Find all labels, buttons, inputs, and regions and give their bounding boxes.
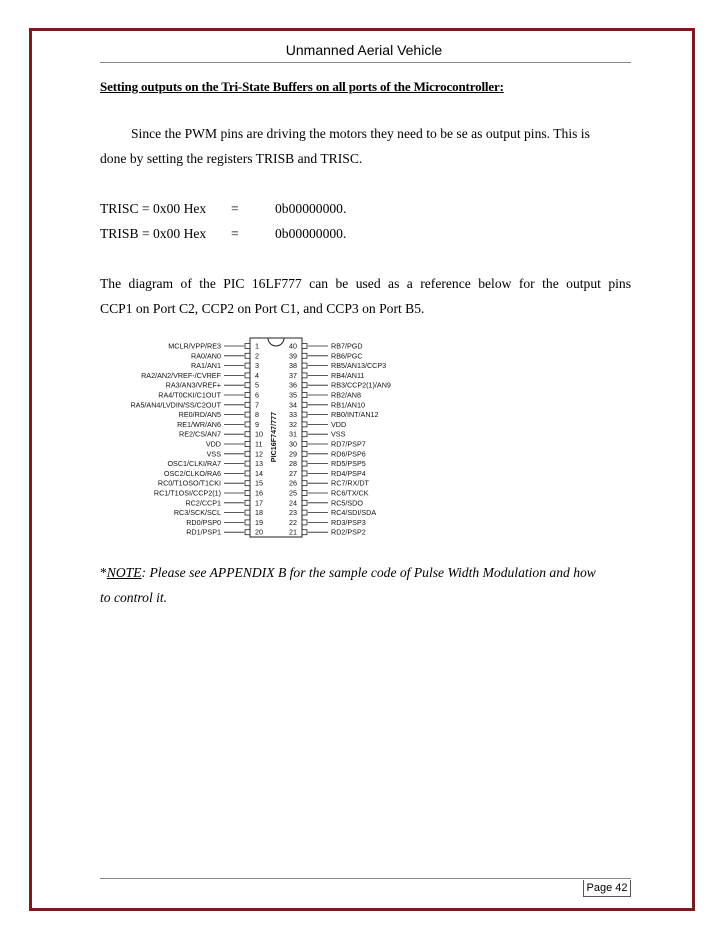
pin-pad bbox=[302, 344, 307, 349]
pin-label: RD0/PSP0 bbox=[186, 517, 221, 527]
pin-number: 38 bbox=[289, 361, 297, 371]
pin-number: 6 bbox=[255, 390, 259, 400]
pin-label: RC0/T1OSO/T1CKI bbox=[157, 478, 221, 488]
pin-number: 9 bbox=[255, 419, 259, 429]
pin-label: RE0/RD/AN5 bbox=[178, 410, 221, 420]
footer-rule bbox=[100, 878, 631, 879]
page-number: Page 42 bbox=[583, 880, 631, 897]
pin-label: RC6/TX/CK bbox=[331, 488, 369, 498]
pin-label: RD4/PSP4 bbox=[331, 468, 366, 478]
pin-pad bbox=[302, 530, 307, 535]
paragraph-line: Since the PWM pins are driving the motors they need to be se as output pins. This is bbox=[131, 126, 590, 141]
pin-pad bbox=[245, 510, 250, 515]
pin-number: 17 bbox=[255, 498, 263, 508]
pin-label: OSC2/CLKO/RA6 bbox=[163, 468, 221, 478]
pin-pad bbox=[245, 412, 250, 417]
pin-label: RD5/PSP5 bbox=[331, 459, 366, 469]
pin-label: RA4/T0CKI/C1OUT bbox=[158, 390, 221, 400]
pin-number: 10 bbox=[255, 429, 263, 439]
pin-pad bbox=[302, 422, 307, 427]
pin-label: RA0/AN0 bbox=[191, 351, 221, 361]
pin-label: RB0/INT/AN12 bbox=[331, 410, 379, 420]
pin-pad bbox=[302, 353, 307, 358]
pin-number: 36 bbox=[289, 380, 297, 390]
pin-number: 12 bbox=[255, 449, 263, 459]
pin-number: 13 bbox=[255, 459, 263, 469]
pin-pad bbox=[245, 432, 250, 437]
pin-number: 1 bbox=[255, 341, 259, 351]
pin-label: VDD bbox=[205, 439, 221, 449]
pin-label: RB5/AN13/CCP3 bbox=[331, 361, 387, 371]
pin-label: RA5/AN4/LVDIN/SS/C2OUT bbox=[130, 400, 221, 410]
paragraph-line: CCP1 on Port C2, CCP2 on Port C1, and CCP3 on Port B5. bbox=[100, 301, 425, 316]
pin-pad bbox=[302, 491, 307, 496]
pin-label: RA3/AN3/VREF+ bbox=[165, 380, 221, 390]
pin-number: 40 bbox=[289, 341, 297, 351]
pin-pad bbox=[302, 373, 307, 378]
pin-pad bbox=[302, 412, 307, 417]
pin-pad bbox=[302, 461, 307, 466]
register-equals: = bbox=[231, 201, 239, 216]
pin-label: RC1/T1OSI/CCP2(1) bbox=[153, 488, 221, 498]
pin-number: 24 bbox=[289, 498, 297, 508]
pin-label: RB3/CCP2(1)/AN9 bbox=[331, 380, 391, 390]
pin-label: RB2/AN8 bbox=[331, 390, 361, 400]
note-line bbox=[100, 565, 631, 581]
note-tag: NOTE bbox=[106, 565, 142, 580]
pin-number: 14 bbox=[255, 468, 263, 478]
pin-label: RB6/PGC bbox=[331, 351, 363, 361]
pin-pad bbox=[302, 393, 307, 398]
pin-pad bbox=[245, 471, 250, 476]
pin-label: RE1/WR/AN6 bbox=[177, 419, 221, 429]
register-equals: = bbox=[231, 226, 239, 241]
chip-label: PIC16F747/777 bbox=[269, 411, 278, 463]
pin-label: RC4/SDI/SDA bbox=[331, 508, 377, 518]
pin-number: 27 bbox=[289, 468, 297, 478]
pin-label: OSC1/CLKI/RA7 bbox=[167, 459, 221, 469]
pin-number: 23 bbox=[289, 508, 297, 518]
pin-pad bbox=[302, 432, 307, 437]
pin-label: RC3/SCK/SCL bbox=[173, 508, 221, 518]
pin-label: VSS bbox=[331, 429, 346, 439]
pin-number: 33 bbox=[289, 410, 297, 420]
note-asterisk: * bbox=[100, 565, 107, 580]
pin-number: 26 bbox=[289, 478, 297, 488]
pin-number: 30 bbox=[289, 439, 297, 449]
pin-pad bbox=[302, 442, 307, 447]
pin-pad bbox=[245, 520, 250, 525]
pin-number: 7 bbox=[255, 400, 259, 410]
pin-pad bbox=[302, 520, 307, 525]
pin-label: RA1/AN1 bbox=[191, 361, 221, 371]
pin-number: 8 bbox=[255, 410, 259, 420]
pin-label: RB4/AN11 bbox=[331, 370, 365, 380]
header-title: Unmanned Aerial Vehicle bbox=[285, 42, 443, 58]
pin-number: 28 bbox=[289, 459, 297, 469]
pin-number: 11 bbox=[255, 439, 263, 449]
register-name: TRISC = 0x00 Hex bbox=[100, 201, 207, 216]
pin-pad bbox=[302, 510, 307, 515]
pin-number: 21 bbox=[289, 527, 297, 537]
pin-pad bbox=[245, 422, 250, 427]
pin-number: 4 bbox=[255, 370, 259, 380]
note-line: to control it. bbox=[100, 590, 168, 605]
pin-label: RD2/PSP2 bbox=[331, 527, 366, 537]
pin-label: RD1/PSP1 bbox=[186, 527, 221, 537]
pin-number: 18 bbox=[255, 508, 263, 518]
pin-number: 20 bbox=[255, 527, 263, 537]
pin-pad bbox=[245, 491, 250, 496]
pin-pad bbox=[245, 461, 250, 466]
header-rule bbox=[100, 62, 631, 63]
pin-number: 16 bbox=[255, 488, 263, 498]
pin-number: 39 bbox=[289, 351, 297, 361]
pin-pad bbox=[245, 451, 250, 456]
pin-label: RC5/SDO bbox=[331, 498, 363, 508]
pin-label: RE2/CS/AN7 bbox=[179, 429, 221, 439]
section-heading: Setting outputs on the Tri-State Buffers on all ports of the Microcontroller: bbox=[100, 79, 504, 94]
pin-label: MCLR/VPP/RE3 bbox=[168, 341, 221, 351]
pin-label: RD6/PSP6 bbox=[331, 449, 366, 459]
pin-pad bbox=[245, 402, 250, 407]
pin-number: 37 bbox=[289, 370, 297, 380]
pin-pad bbox=[302, 500, 307, 505]
register-value: 0b00000000. bbox=[275, 226, 347, 241]
pin-pad bbox=[302, 363, 307, 368]
pin-pad bbox=[245, 530, 250, 535]
pin-number: 32 bbox=[289, 419, 297, 429]
pin-pad bbox=[245, 393, 250, 398]
pin-pad bbox=[245, 442, 250, 447]
pin-number: 25 bbox=[289, 488, 297, 498]
register-name: TRISB = 0x00 Hex bbox=[100, 226, 207, 241]
pin-pad bbox=[302, 383, 307, 388]
pin-label: RB7/PGD bbox=[331, 341, 363, 351]
pin-label: RB1/AN10 bbox=[331, 400, 365, 410]
register-value: 0b00000000. bbox=[275, 201, 347, 216]
pin-label: VDD bbox=[331, 419, 347, 429]
pin-label: RD7/PSP7 bbox=[331, 439, 366, 449]
pin-pad bbox=[302, 451, 307, 456]
pin-number: 15 bbox=[255, 478, 263, 488]
pin-number: 5 bbox=[255, 380, 259, 390]
pin-pad bbox=[302, 471, 307, 476]
pin-number: 29 bbox=[289, 449, 297, 459]
pin-number: 35 bbox=[289, 390, 297, 400]
pin-number: 3 bbox=[255, 361, 259, 371]
pin-pad bbox=[245, 353, 250, 358]
pin-pad bbox=[245, 373, 250, 378]
pin-pad bbox=[245, 344, 250, 349]
pin-pad bbox=[302, 402, 307, 407]
pin-number: 2 bbox=[255, 351, 259, 361]
pin-pad bbox=[245, 363, 250, 368]
pin-label: RD3/PSP3 bbox=[331, 517, 366, 527]
pin-pad bbox=[245, 481, 250, 486]
pin-number: 22 bbox=[289, 517, 297, 527]
pin-label: RC2/CCP1 bbox=[185, 498, 221, 508]
paragraph-line: done by setting the registers TRISB and TRISC. bbox=[100, 151, 363, 166]
pin-number: 31 bbox=[289, 429, 297, 439]
pin-pad bbox=[245, 383, 250, 388]
pin-label: VSS bbox=[206, 449, 221, 459]
note-text: : Please see APPENDIX B for the sample code of Pulse Width Modulation and how bbox=[141, 565, 596, 580]
paragraph-line: The diagram of the PIC 16LF777 can be used as a reference below for the output pins bbox=[100, 276, 631, 291]
pin-label: RC7/RX/DT bbox=[331, 478, 369, 488]
pin-pad bbox=[245, 500, 250, 505]
pin-number: 34 bbox=[289, 400, 297, 410]
pin-label: RA2/AN2/VREF-/CVREF bbox=[141, 370, 221, 380]
pin-pad bbox=[302, 481, 307, 486]
pin-number: 19 bbox=[255, 517, 263, 527]
pin-diagram bbox=[118, 335, 408, 555]
